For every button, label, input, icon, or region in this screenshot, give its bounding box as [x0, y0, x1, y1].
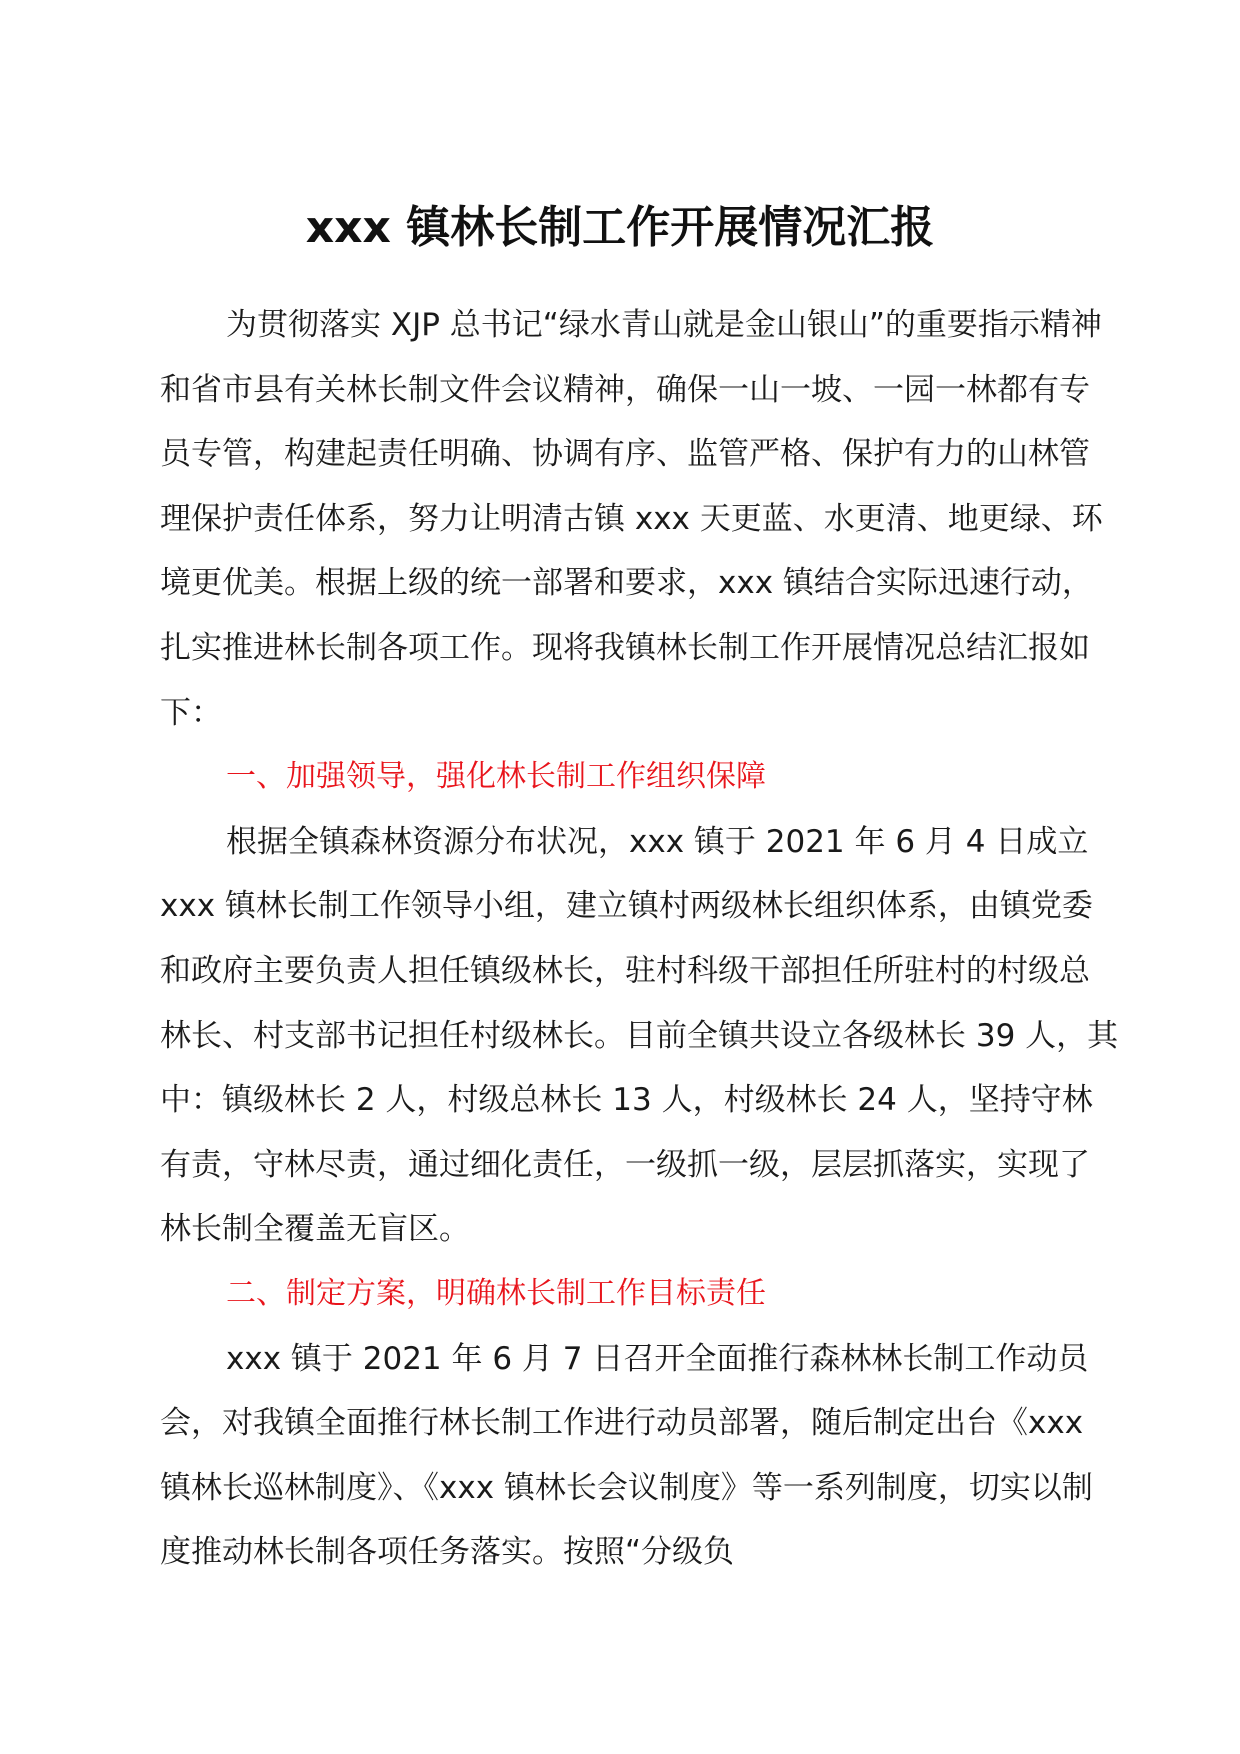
section-heading-2: 二、制定方案，明确林长制工作目标责任	[226, 1275, 766, 1311]
intro-paragraph: 为贯彻落实 XJP 总书记“绿水青山就是金山银山”的重要指示精神和省市县有关林长制文件会议精神，确保一山一坡、一园一林都有专员专管，构建起责任明确、协调有序、监管严格、保护有力的山林管理保护责任体系，努力让明清古镇 xxx 天更蓝、水更清、地更绿、环境更优美。根据上级的统一部署和要求，xxx 镇结合实际迅速行动，扎实推进林长制各项工作。现将我镇林长制工作开展情况总结汇报如下：	[160, 307, 1103, 731]
section-1-paragraph: 根据全镇森林资源分布状况，xxx 镇于 2021 年 6 月 4 日成立 xxx 镇林长制工作领导小组，建立镇村两级林长组织体系，由镇党委和政府主要负责人担任镇级林长，驻村科级干部担任所驻村的村级总林长、村支部书记担任村级林长。目前全镇共设立各级林长 39 人，其中：镇级林长 2 人，村级总林长 13 人，村级林长 24 人，坚持守林有责，守林尽责，通过细化责任，一级抓一级，层层抓落实，实现了林长制全覆盖无盲区。	[160, 823, 1119, 1248]
document-body	[160, 293, 1120, 1585]
section-heading-1: 一、加强领导，强化林长制工作组织保障	[226, 759, 766, 795]
document-title: xxx 镇林长制工作开展情况汇报	[305, 202, 935, 253]
section-2-paragraph: xxx 镇于 2021 年 6 月 7 日召开全面推行森林林长制工作动员会，对我镇全面推行林长制工作进行动员部署，随后制定出台《xxx 镇林长巡林制度》、《xxx 镇林长会议制度》等一系列制度，切实以制度推动林长制各项任务落实。按照“分级负	[160, 1340, 1093, 1571]
